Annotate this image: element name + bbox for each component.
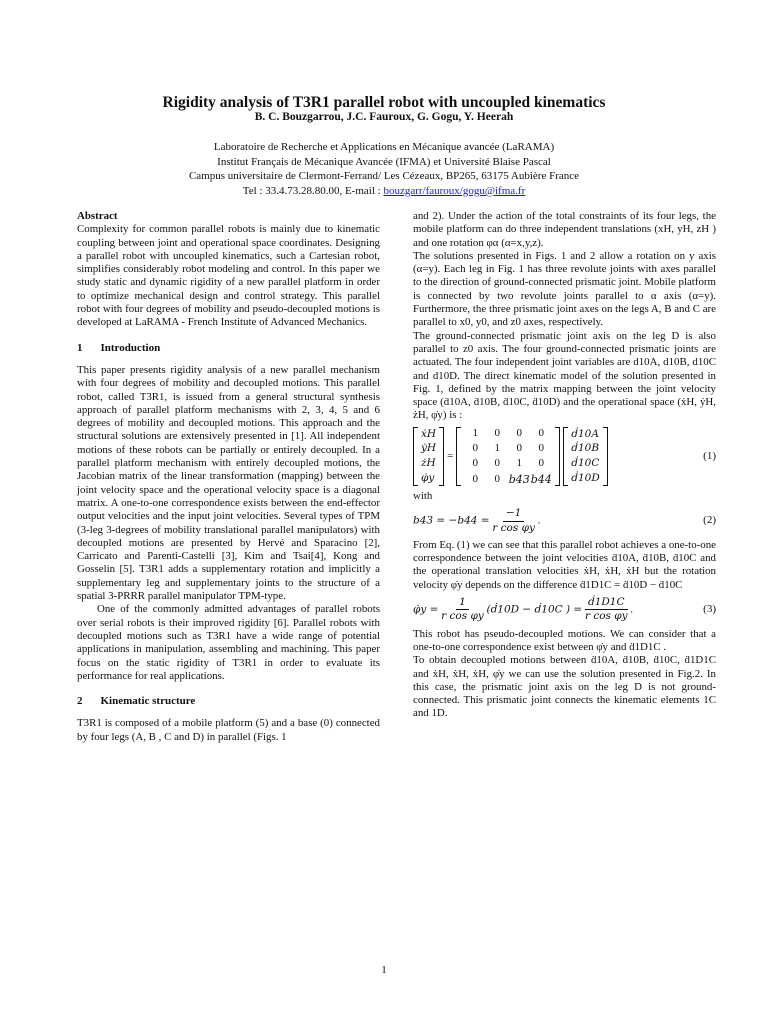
right-paragraph-1: and 2). Under the action of the total constraints of its four legs, the mobile platform can do three independent translations (xH, yH, zH ) and one rotation φα (α=x,y,z). [413,210,716,249]
intro-paragraph-1: This paper presents rigidity analysis of a new parallel mechanism with four degrees of mobility and decoupled motions. This parallel robot, called T3R1, is issued from a general structural synthesis approach of parallel platform mechanisms with 2, 3, 4, 5 and 6 degrees of mobility and decoupled motions. This approach and the structural solutions are extensively presented in [1]. All independent motions of these robots can be partially or entirely decoupled. In a parallel platform mechanism with entirely decoupled motions, the Jacobian matrix of the linear transformation (mapping) between the joint velocity space and the operational velocity space is a diagonal matrix. A one-to-one correspondence exists between the end-effector output velocities and the input joint velocities. Several types of TPM (3-leg 3-degrees of mobility translational parallel manipulators) with decoupled motions are presented by Hervé and Sparacino [2], Carricato and Parenti-Castelli [3], Kim and Tsai[4], Kong and Gosselin [5]. T3R1 adds a supplementary rotation and implicitly a supplementary leg and supplementary joints to the structure of a spatial 3-PRRR parallel manipulator TPM-type. [77,363,380,603]
matrix-cell: 0 [516,426,522,439]
contact-line [0,184,768,199]
matrix-cell: 0 [538,442,544,455]
matrix-cell: 0 [538,426,544,439]
fraction-denominator: r cos φy [441,610,484,623]
matrix-cell: 0 [472,472,478,485]
matrix-cell: 0 [494,472,500,485]
fraction-numerator: −1 [503,507,524,521]
matrix-cell: b43 [508,472,530,486]
right-column [413,210,716,721]
equation-3-lhs: φ̇y = [413,603,439,616]
section-1-heading [77,342,380,355]
affiliation-line-3: Campus universitaire de Clermont-Ferrand/ Les Cézeaux, BP265, 63175 Aubière France [188,170,580,183]
matrix-cell: 1 [494,442,500,455]
affiliation-block [0,140,768,198]
section-1-title: Introduction [100,341,161,354]
intro-paragraph-2: One of the commonly admitted advantages of parallel robots over serial robots is their improved rigidity [6]. Parallel robots with decoupled motions such as T3R1 have a wide range of potential applications in manipulation, assembling and machining. This paper focus on the static rigidity of T3R1 in order to evaluate its performance for real applications. [77,603,380,682]
matrix-cell: 0 [538,457,544,470]
author-list: B. C. Bouzgarrou, J.C. Fauroux, G. Gogu, Y. Heerah [254,111,514,123]
lhs-entry: ẏH [421,442,437,455]
with-label: with [413,489,433,502]
matrix-cell: 0 [472,457,478,470]
equation-3: φ̇y = $\frac{1}{\text{r cos φy}}$ (ḋ10D − ḋ10C ) = $\frac{\text{ḋ1D1C}}{\text{r cos φy}}$ . (3) [413,596,716,623]
matrix-cell: 0 [494,426,500,439]
affiliation-line-2: Institut Français de Mécanique Avancée (IFMA) et Université Blaise Pascal [217,155,551,168]
equation-1 [413,427,716,486]
rhs-entry: ḋ10B [571,442,600,455]
rhs-entry: ḋ10C [571,457,600,470]
equation-2-fraction [492,507,535,535]
fraction-numerator: ḋ1D1C [585,596,628,610]
equation-2-number: (2) [703,514,716,527]
rhs-entry: ḋ10D [571,471,600,484]
right-paragraph-2: The solutions presented in Figs. 1 and 2 allow a rotation on y axis (α=y). Each leg in Fig. 1 has three revolute joints with axes parallel to the direction of ground-connected prismatic joint. Mobile platform is connected by two revolute joints parallel to α axis (α=y). Furthermore, the three prismatic joint axes on the legs A, B and C are parallel to x0, y0, and z0 axes, respectively. [413,249,716,329]
section-2-title: Kinematic structure [100,695,196,708]
jacobian-matrix [461,427,555,486]
equation-2-lhs: b43 = −b44 = [413,514,490,527]
email-link[interactable]: bouzgarr/fauroux/gogu@ifma.fr [383,184,526,197]
lhs-entry: φ̇y [421,471,435,484]
lhs-entry: żH [421,457,436,470]
kinematic-paragraph-1: T3R1 is composed of a mobile platform (5) and a base (0) connected by four legs (A, B , C and D) in parallel (Figs. 1 [77,717,380,743]
fraction-numerator: 1 [456,596,469,610]
section-2-heading [77,695,380,708]
affiliation-line-1: Laboratoire de Recherche et Applications en Mécanique avancée (LaRAMA) [213,141,555,153]
tel-text: Tel : 33.4.73.28.80.00, E-mail : [242,184,384,197]
equation-2: b43 = −b44 = $\frac{-1}{\text{r cos φy}}$ . (2) [413,507,716,534]
equation-3-fraction-1 [441,596,484,624]
lhs-entry: ẋH [421,427,437,440]
matrix-cell: b44 [530,472,552,486]
abstract-heading: Abstract [77,210,118,222]
matrix-cell: 1 [516,457,522,470]
right-paragraph-6: To obtain decoupled motions between ḋ10A, ḋ10B, ḋ10C, ḋ1D1C and ẋH, ẋH, ẋH, φ̇y we can use the solution presented in Fig.2. In this case, the prismatic joint axis on the leg D is not ground-connected. This prismatic joint connects the kinematic elements 1C and 1D. [413,654,716,720]
section-2-number: 2 [77,695,83,708]
abstract-text: Complexity for common parallel robots is mainly due to kinematic coupling between joint and operational space coordinates. Designing a parallel robot with uncoupled kinematics, such a Cartesian robot, simplifies considerably robot modeling and control. In this paper we study static and dynamic rigidity of a new parallel platform in order to optimize mechanical design and control strategy. This parallel robot with four degrees of mobility and pseudo-decoupled motions is developed at LaRAMA - French Institute of Advanced Mechanics. [77,223,380,329]
paper-title: Rigidity analysis of T3R1 parallel robot with uncoupled kinematics [162,94,606,111]
equation-1-body: ẋH ẏH żH φ̇y = 1 0 0 0 0 1 0 0 0 0 1 0 0 0 b43 b44 ḋ10A ḋ10B ḋ10C ḋ10D [413,427,608,486]
matrix-cell: 0 [494,457,500,470]
page-number: 1 [381,964,387,976]
section-1-number: 1 [77,341,83,354]
fraction-denominator: r cos φy [584,610,628,623]
equation-1-number: (1) [703,449,716,462]
right-paragraph-3: The ground-connected prismatic joint axis on the leg D is also parallel to z0 axis. The four ground-connected prismatic joints are actuated. The four independent joint variables are d10A, d10B, d10C and d10D. The direct kinematic model of the solution presented in Fig. 1, defined by the matrix mapping between the joint velocity space (ḋ10A, ḋ10B, ḋ10C, ḋ10D) and the operational space (ẋH, ẏH, żH, φ̇y) is : [413,329,716,422]
lhs-vector [418,427,439,486]
equation-3-number: (3) [703,603,716,616]
equation-3-middle: (ḋ10D − ḋ10C ) = [486,603,583,616]
matrix-cell: 1 [472,426,478,439]
left-column [77,210,380,744]
matrix-cell: 0 [472,442,478,455]
rhs-vector [568,427,603,486]
rhs-entry: ḋ10A [571,427,599,440]
equation-3-fraction-2 [585,596,628,624]
right-paragraph-4: From Eq. (1) we can see that this parallel robot achieves a one-to-one correspondence between the joint velocities ḋ10A, ḋ10B, ḋ10C and the operational translation velocities ẋH, ẋH, ẋH but the rotation velocity φ̇y depends on the difference ḋ1D1C = ḋ10D − ḋ10C [413,538,716,591]
fraction-denominator: r cos φy [492,521,535,534]
right-paragraph-5: This robot has pseudo-decoupled motions. We can consider that a one-to-one correspondence exist between φ̇y and ḋ1D1C . [413,627,716,653]
matrix-cell: 0 [516,442,522,455]
